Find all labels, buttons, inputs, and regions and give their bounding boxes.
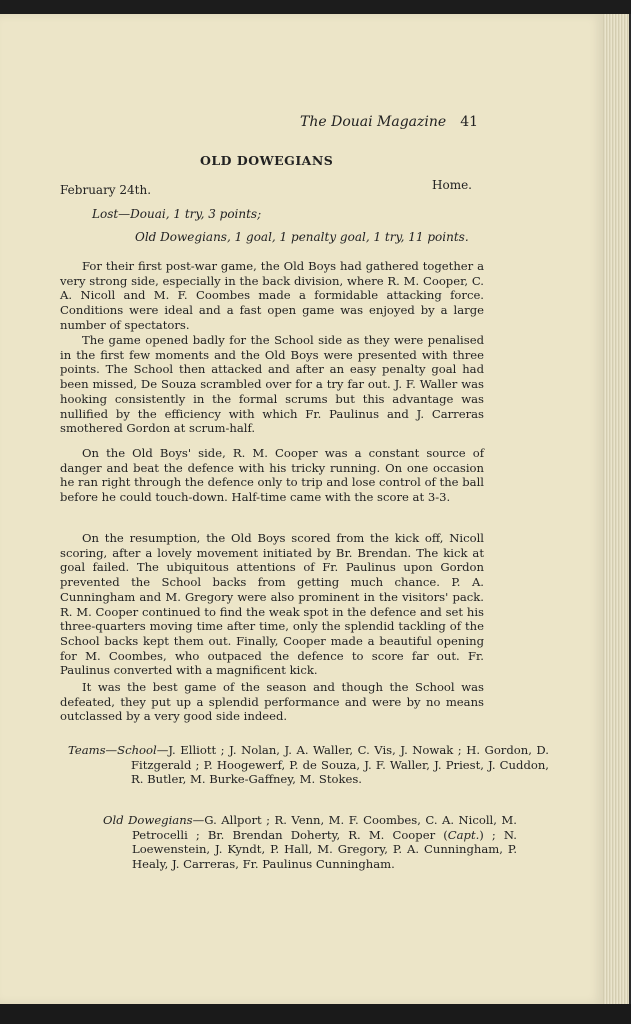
old-dowegians-label: Old Dowegians— [103,813,205,827]
captain-mark: Capt. [447,827,480,842]
report-paragraph: On the Old Boys' side, R. M. Cooper was a constant source of danger and beat the defence with his tricky running. On one occasion he ran right through the defence only to trip and lose control of the ball before he could touch-down. Half-time came with the score at 3-3. [60,446,484,505]
magazine-title: The Douai Magazine [300,114,447,130]
page-number: 41 [460,114,479,130]
scan-top-border [0,0,631,14]
result-lost: Lost—Douai, 1 try, 3 points; [92,207,262,221]
result-won: Old Dowegians, 1 goal, 1 penalty goal, 1 try, 11 points. [135,230,469,244]
match-date: February 24th. [60,183,152,197]
old-dowegians-players-part2: ) ; N. Loewenstein, J. Kyndt, P. Hall, M. Gregory, P. A. Cunningham, P. Healy, J. Carreras, Fr. Paulinus Cunningham. [132,827,517,872]
match-venue: Home. [432,178,472,192]
report-paragraph: It was the best game of the season and though the School was defeated, they put up a splendid performance and were by no means outclassed by a very good side indeed. [60,680,484,724]
school-team-label: Teams—School— [68,743,169,757]
old-dowegians-players-part1: G. Allport ; R. Venn, M. F. Coombes, C. A. Nicoll, M. Petrocelli ; Br. Brendan Doherty, R. M. Cooper ( [132,813,517,842]
running-header [300,114,478,130]
page-edges [603,14,629,1004]
scan-bottom-border [0,1004,631,1024]
report-paragraph: The game opened badly for the School side as they were penalised in the first few moments and the Old Boys were presented with three points. The School then attacked and after an easy penalty goal had been missed, De Souza scrambled over for a try far out. J. F. Waller was hooking consistently in the formal scrums but this advantage was nullified by the efficiency with which Fr. Paulinus and J. Carreras smothered Gordon at scrum-half. [60,333,484,436]
school-team-list [68,743,549,787]
report-paragraph: For their first post-war game, the Old Boys had gathered together a very strong side, especially in the back division, where R. M. Cooper, C. A. Nicoll and M. F. Coombes made a formidable attacking force. Conditions were ideal and a fast open game was enjoyed by a large number of spectators. [60,259,484,332]
report-paragraph: On the resumption, the Old Boys scored from the kick off, Nicoll scoring, after a lovely movement initiated by Br. Brendan. The kick at goal failed. The ubiquitous attentions of Fr. Paulinus upon Gordon prevented the School backs from getting much chance. P. A. Cunningham and M. Gregory were also prominent in the visitors' pack. R. M. Cooper continued to find the weak spot in the defence and set his three-quarters moving time after time, only the splendid tackling of the School backs kept them out. Finally, Cooper made a beautiful opening for M. Coombes, who outpaced the defence to score far out. Fr. Paulinus converted with a magnificent kick. [60,531,484,678]
school-team-players: J. Elliott ; J. Nolan, J. A. Waller, C. Vis, J. Nowak ; H. Gordon, D. Fitzgerald ; P. Hoogewerf, P. de Souza, J. F. Waller, J. Priest, J. Cuddon, R. Butler, M. Burke-Gaffney, M. Stokes. [131,743,549,787]
section-title: OLD DOWEGIANS [200,153,334,168]
old-dowegians-team-list [103,813,517,872]
